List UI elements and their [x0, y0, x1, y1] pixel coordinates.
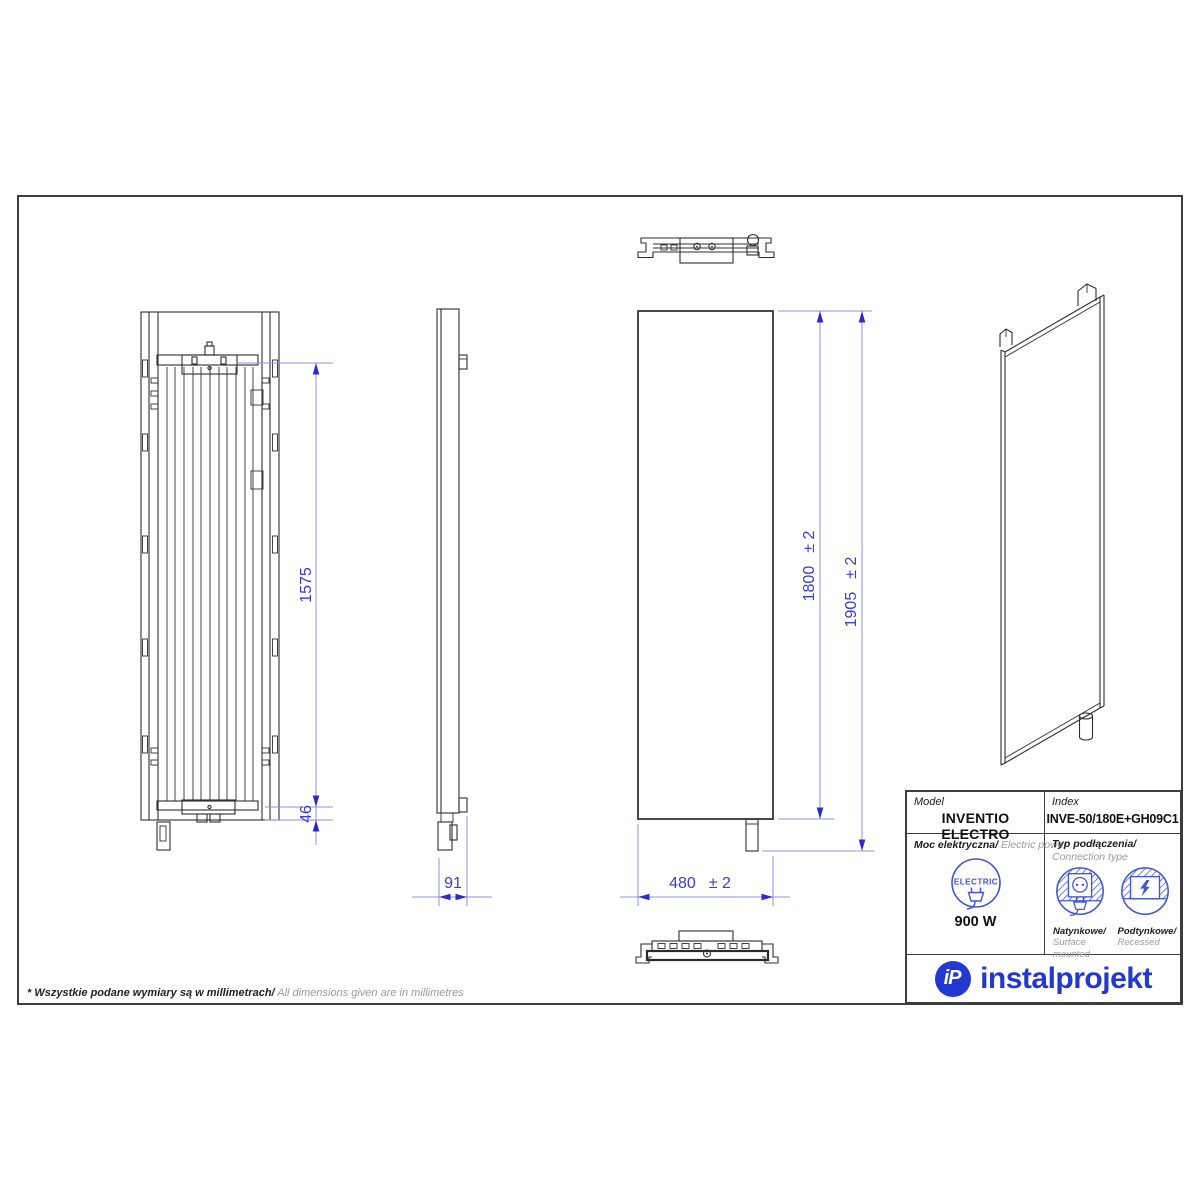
electric-icon	[947, 855, 1005, 913]
index-value: INVE-50/180E+GH09C1	[1046, 812, 1179, 826]
front-foot	[746, 819, 758, 851]
connection-type-cell	[1045, 834, 1180, 960]
index-label: Index	[1052, 796, 1079, 808]
dim-label-1575: 1575	[298, 567, 315, 603]
index-cell	[1045, 792, 1180, 833]
brand-logo-text: instalprojekt	[980, 961, 1152, 995]
title-block	[905, 790, 1182, 1004]
bottom-view	[636, 931, 778, 963]
footnote: * Wszystkie podane wymiary są w millimetrach/ All dimensions given are in millimetres	[27, 987, 464, 999]
model-label: Model	[914, 796, 944, 808]
dim-label-91: 91	[444, 875, 462, 892]
dim-1575	[238, 363, 333, 845]
top-view	[638, 235, 774, 264]
electric-power-label: Moc elektryczna/ Electric power	[914, 839, 1067, 851]
top-bracket	[157, 342, 258, 374]
iso-foot	[1080, 713, 1093, 740]
dim-label-480: 480 ± 2	[669, 875, 731, 892]
dim-label-1905: 1905± 2	[843, 556, 860, 628]
isometric-view	[1000, 284, 1104, 765]
side-view	[437, 309, 467, 850]
dim-label-1800: 1800± 2	[801, 530, 818, 602]
svg-text:ELECTRIC: ELECTRIC	[953, 877, 998, 887]
side-foot	[438, 813, 457, 850]
surface-mounted-item	[1048, 865, 1113, 960]
bottom-bracket	[157, 800, 258, 822]
front-view	[638, 311, 773, 851]
recessed-item	[1113, 865, 1178, 960]
surface-mounted-icon	[1049, 865, 1111, 921]
surface-mounted-caption: Natynkowe/ Surface mounted	[1053, 926, 1106, 960]
connection-icons	[1045, 863, 1180, 960]
model-value: INVENTIO ELECTRO	[941, 810, 1010, 842]
electric-power-value: 900 W	[954, 914, 997, 930]
dim-1905	[762, 311, 874, 851]
dim-label-46: 46	[298, 805, 315, 823]
title-block-row-model-index	[907, 792, 1180, 842]
dim-480	[620, 824, 790, 906]
radiator-fins	[167, 367, 253, 801]
rear-view	[141, 312, 279, 850]
connection-type-label: Typ podłączenia/ Connection type	[1052, 838, 1137, 863]
side-bottom-tab	[459, 798, 467, 812]
side-top-tab	[459, 355, 467, 369]
title-block-row-specs	[907, 834, 1180, 960]
model-cell	[907, 792, 1045, 842]
brand-row	[907, 955, 1180, 1002]
brand-logo-icon: iP	[935, 961, 971, 997]
recessed-caption: Podtynkowe/ Recessed	[1117, 926, 1177, 949]
electric-power-cell	[907, 834, 1067, 954]
rear-foot	[157, 822, 170, 850]
dimensions	[238, 311, 874, 906]
recessed-icon	[1114, 865, 1176, 921]
